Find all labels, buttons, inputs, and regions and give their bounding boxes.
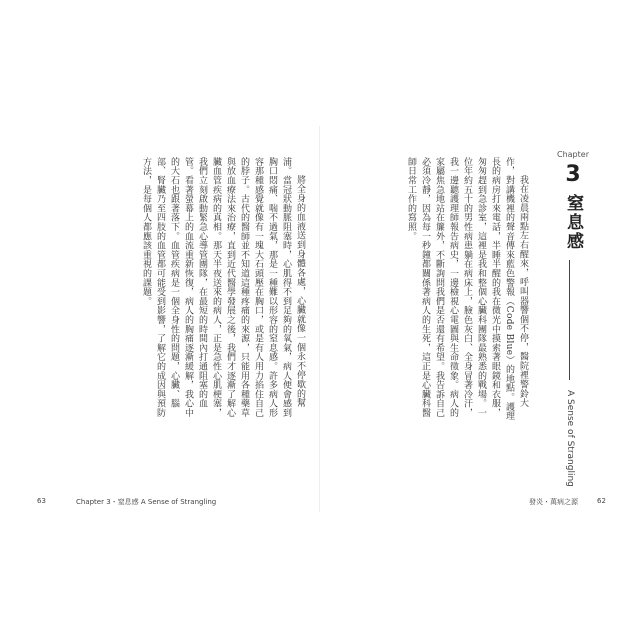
right-page-text: [356, 157, 530, 425]
left-page-paragraph: 將全身的血液送到身體各處，心臟就像一個永不停歇的幫浦。當冠狀動脈阻塞時，心肌得不到足夠的氧氣，病人便會感到胸口悶痛、喘不過氣，那是一種難以形容的窒息感。許多病人形容那種感覺就像有一塊大石頭壓在胸口，或是有人用力掐住自己的脖子。古代的醫師並不知道這種疼痛的來源，只能用各種藥草與放血療法來治療，直到近代醫學發展之後，我們才逐漸了解心臟血管疾病的真相。那天半夜送來的病人，正是急性心肌梗塞，我們立刻啟動緊急心導管團隊，在最短的時間內打通阻塞的血管。看著螢幕上的血流重新恢復，病人的胸痛逐漸緩解，我心中的大石也跟著落下。血管疾病是一個全身性的問題，心臟、腦部、腎臟乃至四肢的血管都可能受到影響，了解它的成因與預防方法，是每個人都應該重視的課題。: [141, 157, 305, 418]
chapter-label: Chapter: [557, 150, 589, 159]
left-page-text: [95, 157, 307, 425]
book-gutter: [319, 126, 320, 512]
chapter-divider: [569, 260, 570, 380]
right-page-paragraph: 我在凌晨兩點左右醒來，呼叫器響個不停，醫院裡警鈴大作，對講機裡的聲音傳來藍色警報（Code Blue）的地點。護理長的病房打來電話，半睡半醒的我在微光中摸索著眼鏡和衣服，匆匆趕到急診室，這裡是我和整個心臟科團隊最熟悉的戰場。一位年約五十的男性病患躺在病床上，臉色灰白、全身冒著冷汗，我一邊聽護理師報告病史，一邊檢視心電圖與生命徵象。病人的家屬焦急地站在簾外，不斷詢問我們是否還有希望。我告訴自己必須冷靜，因為每一秒鐘都關係著病人的生死，這正是心臟科醫師日常工作的寫照。: [406, 157, 528, 421]
chapter-subtitle: A Sense of Strangling: [565, 390, 575, 487]
right-running-head: 發炎・萬病之源: [529, 498, 578, 506]
chapter-heading: [553, 150, 593, 490]
left-page-number: 63: [37, 497, 46, 505]
right-page-number: 62: [597, 497, 606, 505]
chapter-title: 窒息感: [563, 194, 583, 251]
chapter-number: 3: [565, 162, 581, 187]
left-running-head: Chapter 3・窒息感 A Sense of Strangling: [76, 498, 217, 506]
